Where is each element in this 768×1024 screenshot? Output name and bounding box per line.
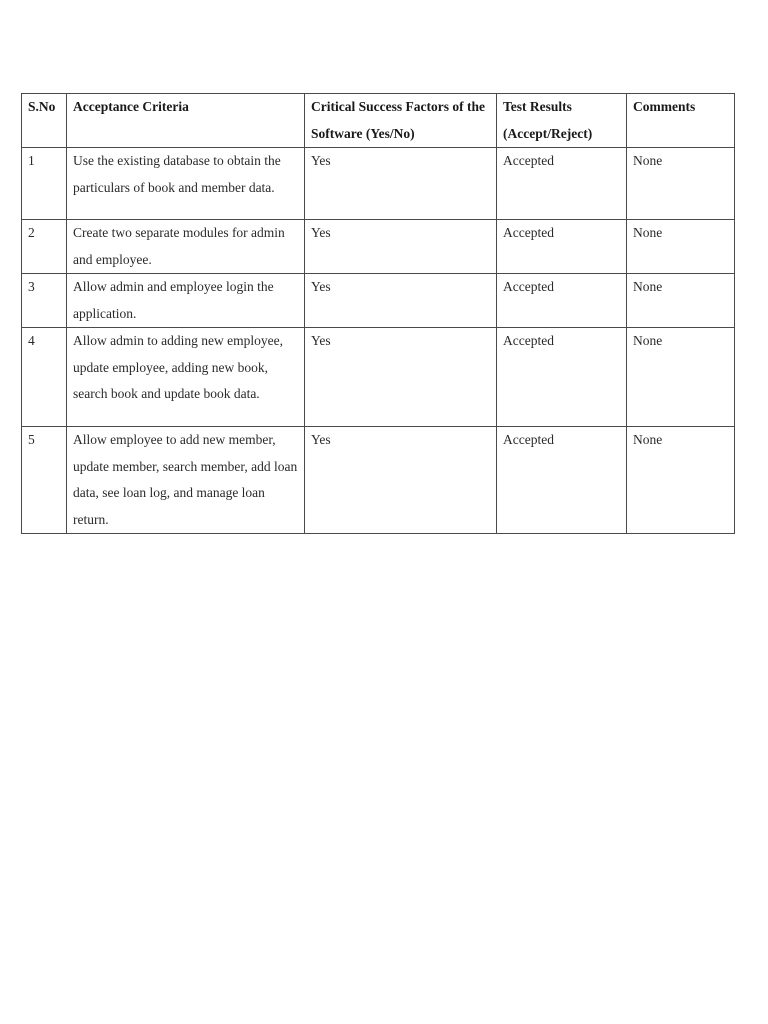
cell-test-result: Accepted — [497, 220, 627, 274]
table-row — [22, 328, 735, 427]
table-header-row — [22, 94, 735, 148]
cell-critical-success-factor: Yes — [305, 220, 497, 274]
cell-comments: None — [627, 328, 735, 427]
cell-sno: 3 — [22, 274, 67, 328]
cell-acceptance-criteria: Allow employee to add new member, update member, search member, add loan data, see loan log, and manage loan return. — [67, 427, 305, 534]
cell-acceptance-criteria: Create two separate modules for admin and employee. — [67, 220, 305, 274]
cell-critical-success-factor: Yes — [305, 328, 497, 427]
acceptance-criteria-table — [21, 93, 735, 534]
cell-test-result: Accepted — [497, 328, 627, 427]
cell-acceptance-criteria: Allow admin to adding new employee, update employee, adding new book, search book and update book data. — [67, 328, 305, 427]
cell-acceptance-criteria: Use the existing database to obtain the particulars of book and member data. — [67, 148, 305, 220]
cell-comments: None — [627, 220, 735, 274]
cell-test-result: Accepted — [497, 148, 627, 220]
cell-test-result: Accepted — [497, 427, 627, 534]
table-row — [22, 220, 735, 274]
header-sno: S.No — [22, 94, 67, 148]
table-row — [22, 427, 735, 534]
cell-comments: None — [627, 427, 735, 534]
cell-sno: 2 — [22, 220, 67, 274]
table-row — [22, 148, 735, 220]
cell-comments: None — [627, 148, 735, 220]
cell-sno: 5 — [22, 427, 67, 534]
header-comments: Comments — [627, 94, 735, 148]
cell-comments: None — [627, 274, 735, 328]
table-row — [22, 274, 735, 328]
header-acceptance-criteria: Acceptance Criteria — [67, 94, 305, 148]
cell-critical-success-factor: Yes — [305, 148, 497, 220]
cell-sno: 1 — [22, 148, 67, 220]
header-critical-success-factors: Critical Success Factors of the Software (Yes/No) — [305, 94, 497, 148]
header-test-results: Test Results (Accept/Reject) — [497, 94, 627, 148]
cell-sno: 4 — [22, 328, 67, 427]
cell-critical-success-factor: Yes — [305, 427, 497, 534]
cell-test-result: Accepted — [497, 274, 627, 328]
cell-acceptance-criteria: Allow admin and employee login the application. — [67, 274, 305, 328]
cell-critical-success-factor: Yes — [305, 274, 497, 328]
